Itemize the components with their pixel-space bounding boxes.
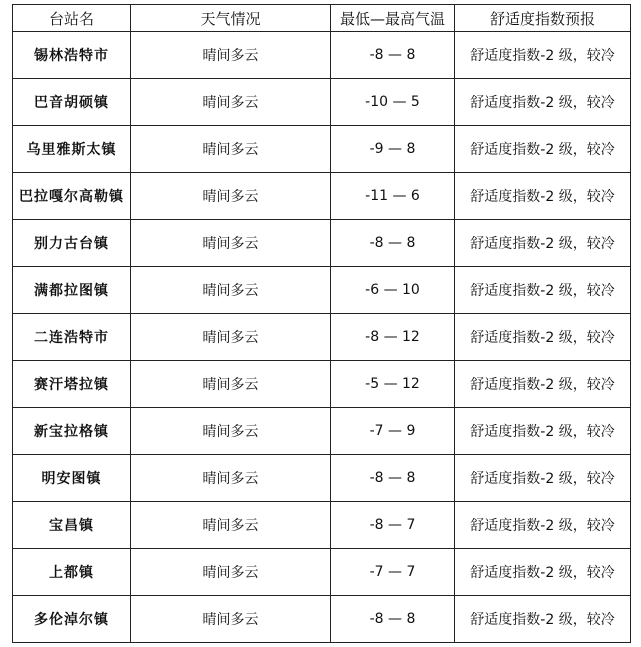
weather-cell: 晴间多云: [131, 596, 331, 643]
comfort-cell: 舒适度指数-2 级，较冷: [455, 408, 631, 455]
station-cell: 明安图镇: [13, 455, 131, 502]
weather-cell: 晴间多云: [131, 314, 331, 361]
temperature-cell: -7 — 7: [331, 549, 455, 596]
temperature-cell: -8 — 12: [331, 314, 455, 361]
station-cell: 新宝拉格镇: [13, 408, 131, 455]
station-cell: 别力古台镇: [13, 220, 131, 267]
weather-cell: 晴间多云: [131, 79, 331, 126]
weather-cell: 晴间多云: [131, 408, 331, 455]
table-row: [13, 455, 631, 502]
temperature-cell: -9 — 8: [331, 126, 455, 173]
station-cell: 多伦淖尔镇: [13, 596, 131, 643]
weather-cell: 晴间多云: [131, 173, 331, 220]
comfort-cell: 舒适度指数-2 级，较冷: [455, 267, 631, 314]
table-header-row: [13, 5, 631, 32]
comfort-cell: 舒适度指数-2 级，较冷: [455, 314, 631, 361]
weather-cell: 晴间多云: [131, 220, 331, 267]
header-temperature: 最低—最高气温: [331, 5, 455, 32]
table-row: [13, 549, 631, 596]
comfort-cell: 舒适度指数-2 级，较冷: [455, 549, 631, 596]
comfort-cell: 舒适度指数-2 级，较冷: [455, 173, 631, 220]
table-row: [13, 173, 631, 220]
table-row: [13, 408, 631, 455]
table-row: [13, 32, 631, 79]
header-comfort: 舒适度指数预报: [455, 5, 631, 32]
comfort-cell: 舒适度指数-2 级，较冷: [455, 32, 631, 79]
weather-cell: 晴间多云: [131, 361, 331, 408]
forecast-table-body: [13, 5, 631, 643]
comfort-cell: 舒适度指数-2 级，较冷: [455, 502, 631, 549]
station-cell: 宝昌镇: [13, 502, 131, 549]
temperature-cell: -8 — 8: [331, 32, 455, 79]
weather-cell: 晴间多云: [131, 267, 331, 314]
temperature-cell: -6 — 10: [331, 267, 455, 314]
header-weather: 天气情况: [131, 5, 331, 32]
temperature-cell: -11 — 6: [331, 173, 455, 220]
station-cell: 巴音胡硕镇: [13, 79, 131, 126]
weather-cell: 晴间多云: [131, 32, 331, 79]
temperature-cell: -10 — 5: [331, 79, 455, 126]
table-row: [13, 220, 631, 267]
station-cell: 满都拉图镇: [13, 267, 131, 314]
temperature-cell: -7 — 9: [331, 408, 455, 455]
station-cell: 乌里雅斯太镇: [13, 126, 131, 173]
comfort-cell: 舒适度指数-2 级，较冷: [455, 79, 631, 126]
forecast-table: [12, 4, 631, 643]
comfort-cell: 舒适度指数-2 级，较冷: [455, 455, 631, 502]
weather-cell: 晴间多云: [131, 455, 331, 502]
weather-cell: 晴间多云: [131, 126, 331, 173]
weather-cell: 晴间多云: [131, 502, 331, 549]
comfort-cell: 舒适度指数-2 级，较冷: [455, 126, 631, 173]
station-cell: 锡林浩特市: [13, 32, 131, 79]
temperature-cell: -8 — 7: [331, 502, 455, 549]
table-row: [13, 596, 631, 643]
temperature-cell: -5 — 12: [331, 361, 455, 408]
station-cell: 巴拉嘎尔高勒镇: [13, 173, 131, 220]
temperature-cell: -8 — 8: [331, 596, 455, 643]
header-station: 台站名: [13, 5, 131, 32]
comfort-cell: 舒适度指数-2 级，较冷: [455, 361, 631, 408]
station-cell: 二连浩特市: [13, 314, 131, 361]
station-cell: 上都镇: [13, 549, 131, 596]
table-row: [13, 79, 631, 126]
table-row: [13, 502, 631, 549]
table-row: [13, 314, 631, 361]
comfort-cell: 舒适度指数-2 级，较冷: [455, 596, 631, 643]
comfort-cell: 舒适度指数-2 级，较冷: [455, 220, 631, 267]
table-row: [13, 361, 631, 408]
temperature-cell: -8 — 8: [331, 455, 455, 502]
table-row: [13, 126, 631, 173]
station-cell: 赛汗塔拉镇: [13, 361, 131, 408]
weather-cell: 晴间多云: [131, 549, 331, 596]
temperature-cell: -8 — 8: [331, 220, 455, 267]
table-row: [13, 267, 631, 314]
